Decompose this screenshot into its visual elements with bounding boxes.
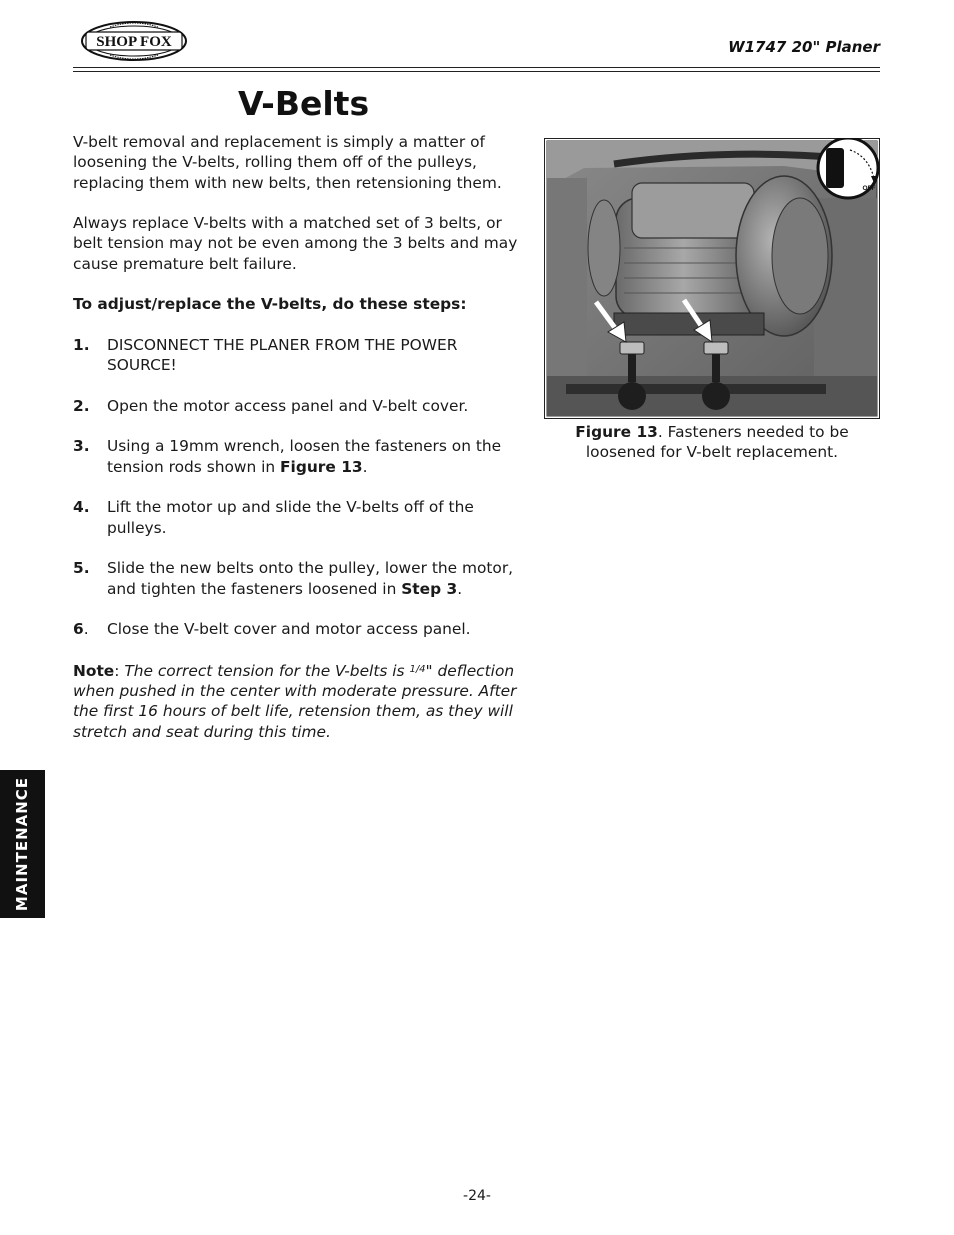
svg-text:OFF: OFF <box>862 185 876 192</box>
intro-paragraph: V-belt removal and replacement is simply a matter of loosening the V-belts, rolling them off of the pulleys, replacing them with new belts, then retensioning them. <box>73 133 502 192</box>
figure-reference: Figure 13 <box>280 457 363 476</box>
fraction: 1/4 <box>409 663 426 675</box>
side-tab-label: MAINTENANCE <box>13 776 31 912</box>
matched-set-paragraph: Always replace V-belts with a matched set of 3 belts, or belt tension may not be even among the 3 belts and may cause premature belt failure. <box>73 214 518 273</box>
model-title: W1747 20" Planer <box>728 38 880 56</box>
step-item <box>73 396 525 416</box>
step-text: Lift the motor up and slide the V-belts off of the pulleys. <box>107 498 474 537</box>
steps-heading: To adjust/replace the V-belts, do these steps: <box>73 295 467 314</box>
section-title: V-Belts <box>238 84 370 123</box>
step-item <box>73 558 525 599</box>
figure-13-photo <box>544 138 880 419</box>
header-rule <box>73 67 880 68</box>
step-number: 2. <box>73 396 90 415</box>
note-label: Note <box>73 661 115 680</box>
step-text: DISCONNECT THE PLANER FROM THE POWER SOURCE! <box>107 335 458 375</box>
shop-fox-logo <box>80 20 188 62</box>
figure-label: Figure 13 <box>575 423 658 441</box>
page-number: -24- <box>463 1188 491 1204</box>
step-text: Open the motor access panel and V-belt cover. <box>107 396 469 415</box>
svg-text:SHOP FOX: SHOP FOX <box>96 34 172 50</box>
step-number: 3. <box>73 437 90 456</box>
step-text: Using a 19mm wrench, loosen the fasteners on the tension rods shown in Figure 13. <box>107 437 502 476</box>
step-item <box>73 497 525 538</box>
step-item <box>73 436 525 477</box>
step-number: 6. <box>73 620 89 639</box>
step-item <box>73 619 525 639</box>
note-paragraph: Note: The correct tension for the V-belts is $^{1/4}$" deflection when pushed in the center with moderate pressure. After the first 16 hours of belt life, retension them, as they will stretch and seat during this time. <box>73 661 517 741</box>
header-rule-secondary <box>73 71 880 72</box>
step-item <box>73 335 525 376</box>
step-number: 1. <box>73 335 90 354</box>
figure-caption: Figure 13. Fasteners needed to be loosened for V-belt replacement. <box>575 423 849 462</box>
power-off-badge <box>818 138 878 198</box>
step-text: Close the V-belt cover and motor access panel. <box>107 620 471 639</box>
step-number: 4. <box>73 498 90 517</box>
step-number: 5. <box>73 559 90 578</box>
body-column <box>73 132 525 742</box>
step-text: Slide the new belts onto the pulley, lower the motor, and tighten the fasteners loosened in Step 3. <box>107 559 514 598</box>
step-reference: Step 3 <box>401 579 458 598</box>
